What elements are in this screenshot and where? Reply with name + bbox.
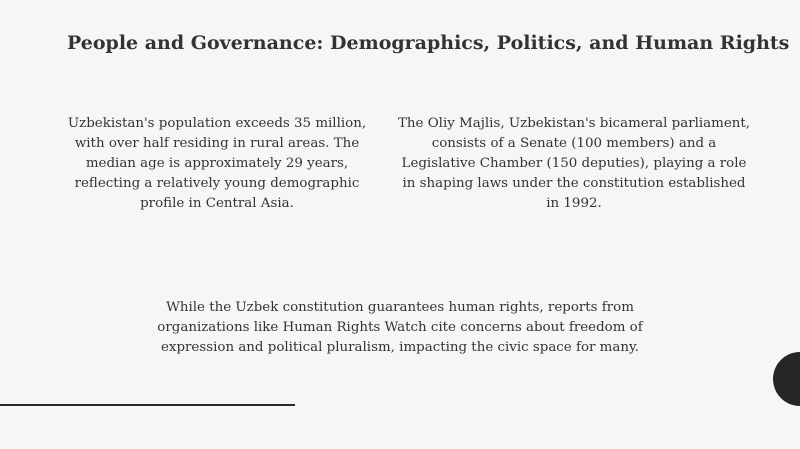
human-rights-paragraph: While the Uzbek constitution guarantees human rights, reports from organizations like Human Rights Watch cite concerns about freedom of expression and political pluralism, impacting the civic space for many. — [157, 300, 643, 355]
population-paragraph: Uzbekistan's population exceeds 35 million, with over half residing in rural areas. The median age is approximately 29 years, reflecting a relatively young demographic profile in Central Asia. — [67, 116, 367, 211]
slide-title: People and Governance: Demographics, Politics, and Human Rights — [67, 32, 790, 54]
decorative-circle — [773, 352, 800, 406]
decorative-divider-line — [0, 404, 295, 406]
parliament-paragraph: The Oliy Majlis, Uzbekistan's bicameral parliament, consists of a Senate (100 members) and a Legislative Chamber (150 deputies), playing a role in shaping laws under the constitution established in 1992. — [397, 116, 751, 211]
